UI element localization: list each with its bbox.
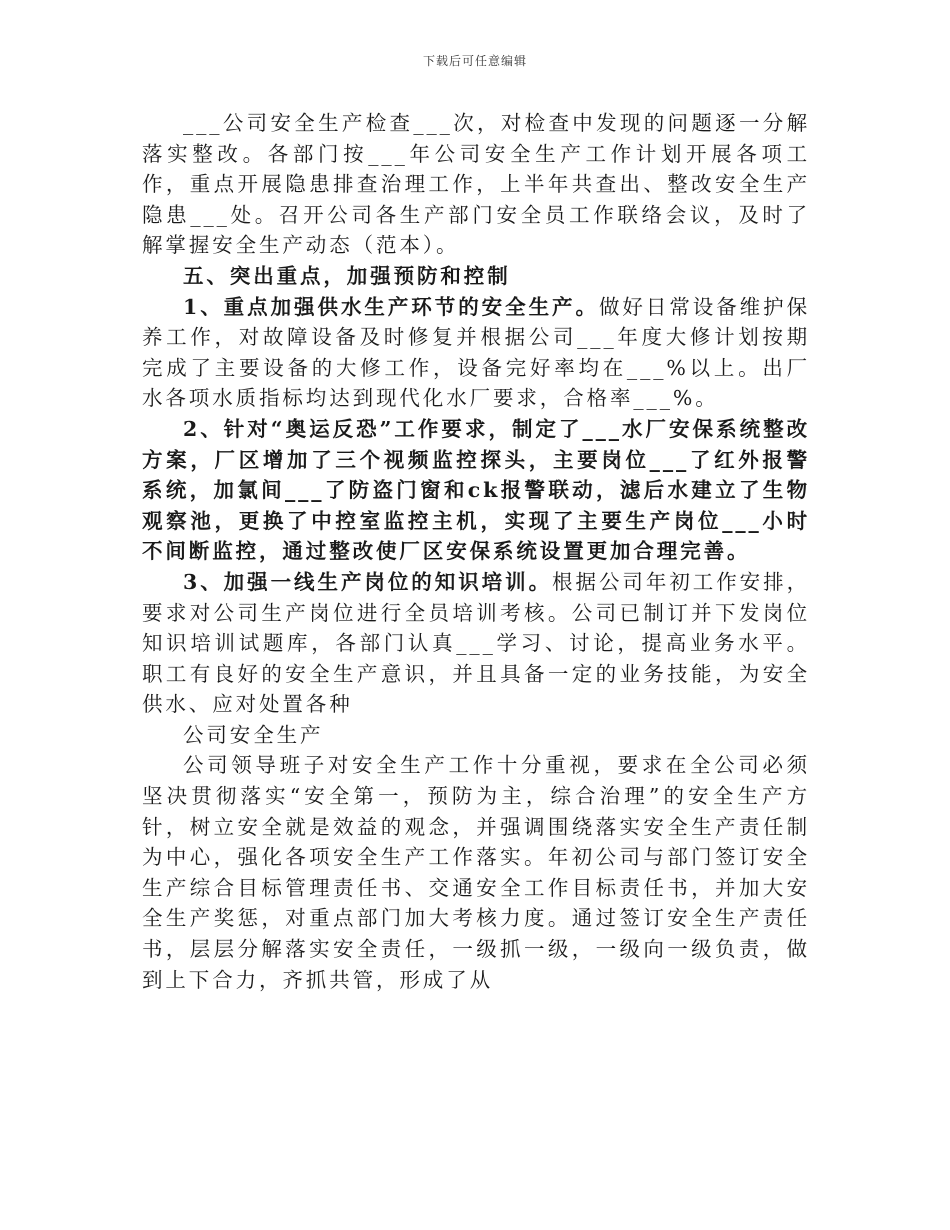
section-heading-five: 五、突出重点，加强预防和控制 bbox=[183, 263, 511, 288]
item-1-lead: 1、重点加强供水生产环节的安全生产。 bbox=[183, 294, 599, 319]
page-header: 下载后可任意编辑 bbox=[422, 54, 527, 68]
paragraph-item-3 bbox=[142, 567, 810, 720]
document-body bbox=[142, 108, 810, 995]
item-1-body: 做好日常设备维护保养工作，对故障设备及时修复并根据公司___年度大修计划按期完成了主要设备的大修工作，设备完好率均在___%以上。出厂水各项水质指标均达到现代化水厂要求，合格率___%。 bbox=[142, 294, 810, 411]
paragraph-inspection-summary: ___公司安全生产检查___次，对检查中发现的问题逐一分解落实整改。各部门按___年公司安全生产工作计划开展各项工作，重点开展隐患排查治理工作，上半年共查出、整改安全生产隐患___处。召开公司各生产部门安全员工作联络会议，及时了解掌握安全生产动态（范本）。 bbox=[142, 111, 810, 258]
paragraph-leadership: 公司领导班子对安全生产工作十分重视，要求在全公司必须坚决贯彻落实“安全第一，预防为主，综合治理”的安全生产方针，树立安全就是效益的观念，并强调围绕落实安全生产责任制为中心，强化各项安全生产工作落实。年初公司与部门签订安全生产综合目标管理责任书、交通安全工作目标责任书，并加大安全生产奖惩，对重点部门加大考核力度。通过签订安全生产责任书，层层分解落实安全责任，一级抓一级，一级向一级负责，做到上下合力，齐抓共管，形成了从 bbox=[142, 753, 810, 992]
paragraph-item-1 bbox=[142, 292, 810, 414]
item-3-body: 根据公司年初工作安排，要求对公司生产岗位进行全员培训考核。公司已制订并下发岗位知识培训试题库，各部门认真___学习、讨论，提高业务水平。职工有良好的安全生产意识，并且具备一定的业务技能，为安全供水、应对处置各种 bbox=[142, 569, 810, 717]
paragraph-item-2: 2、针对“奥运反恐”工作要求，制定了___水厂安保系统整改方案，厂区增加了三个视频监控探头，主要岗位___了红外报警系统，加氯间___了防盗门窗和ck报警联动，滤后水建立了生物观察池，更换了中控室监控主机，实现了主要生产岗位___小时不间断监控，通过整改使厂区安保系统设置更加合理完善。 bbox=[142, 416, 810, 564]
item-3-lead: 3、加强一线生产岗位的知识培训。 bbox=[183, 569, 553, 594]
section-title: 公司安全生产 bbox=[183, 722, 324, 747]
